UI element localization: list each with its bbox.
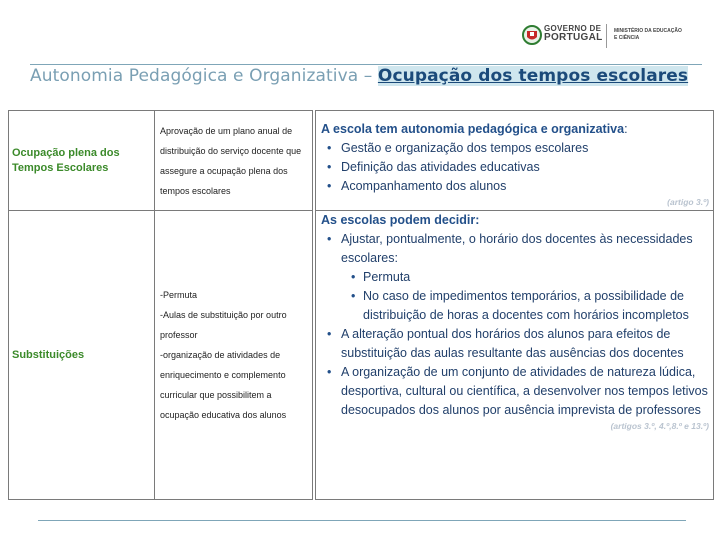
list-item: • A organização de um conjunto de atividades de natureza lúdica, desportiva, cultural ou científica, a desenvolver nos tempos letivos desocupados dos alunos por ausência imprevista de professores bbox=[321, 363, 709, 420]
portugal-emblem-icon bbox=[522, 22, 542, 48]
table-row bbox=[9, 211, 714, 500]
content-table bbox=[8, 110, 714, 500]
sub-list-item: • No caso de impedimentos temporários, a possibilidade de distribuição de horas a docentes com horários incompletos bbox=[341, 287, 709, 325]
detail-heading: A escola tem autonomia pedagógica e organizativa bbox=[321, 122, 625, 136]
row-label: Substituições bbox=[9, 211, 155, 500]
title-divider bbox=[30, 64, 702, 65]
government-name: GOVERNO DE PORTUGAL bbox=[544, 24, 603, 43]
sub-list bbox=[341, 268, 709, 325]
row-label: Ocupação plena dos Tempos Escolares bbox=[9, 111, 155, 211]
description-line: -organização de atividades de enriquecimento e complemento curricular que possibilitem a ocupação educativa dos alunos bbox=[160, 350, 287, 420]
detail-heading: As escolas podem decidir: bbox=[321, 213, 480, 227]
detail-list bbox=[321, 230, 709, 420]
ministry-name: MINISTÉRIO DA EDUCAÇÃO E CIÊNCIA bbox=[614, 28, 682, 41]
footer-divider bbox=[38, 520, 686, 521]
row-description: Aprovação de um plano anual de distribuição do serviço docente que assegure a ocupação plena dos tempos escolares bbox=[155, 111, 315, 211]
sub-list-item: • Permuta bbox=[341, 268, 709, 287]
logo-divider bbox=[606, 24, 607, 48]
legal-reference: (artigo 3.º) bbox=[667, 197, 709, 207]
row-description bbox=[155, 211, 315, 500]
description-line: -Permuta bbox=[160, 290, 198, 300]
row-detail: A escola tem autonomia pedagógica e organizativa: • Gestão e organização dos tempos escolares • Definição das atividades educativas • Acompanhamento dos alunos (artigo 3.º) bbox=[314, 111, 714, 211]
detail-list bbox=[321, 139, 709, 196]
row-detail bbox=[314, 211, 714, 500]
title-highlight: Ocupação dos tempos escolares bbox=[377, 66, 689, 86]
table-row bbox=[9, 111, 714, 211]
list-item: • Ajustar, pontualmente, o horário dos docentes às necessidades escolares: • Permuta • No caso de impedimentos temporários, a possibilidade de distribuição de horas a docentes com horários incompletos bbox=[321, 230, 709, 325]
list-item: • Gestão e organização dos tempos escolares bbox=[321, 139, 709, 158]
list-item: • A alteração pontual dos horários dos alunos para efeitos de substituição das aulas resultante das ausências dos docentes bbox=[321, 325, 709, 363]
government-logo bbox=[522, 20, 692, 54]
description-line: -Aulas de substituição por outro professor bbox=[160, 310, 287, 340]
legal-reference: (artigos 3.º, 4.º,8.º e 13.º) bbox=[610, 421, 709, 431]
page-title: Autonomia Pedagógica e Organizativa – Ocupação dos tempos escolares bbox=[30, 66, 689, 86]
list-item: • Acompanhamento dos alunos bbox=[321, 177, 709, 196]
list-item: • Definição das atividades educativas bbox=[321, 158, 709, 177]
